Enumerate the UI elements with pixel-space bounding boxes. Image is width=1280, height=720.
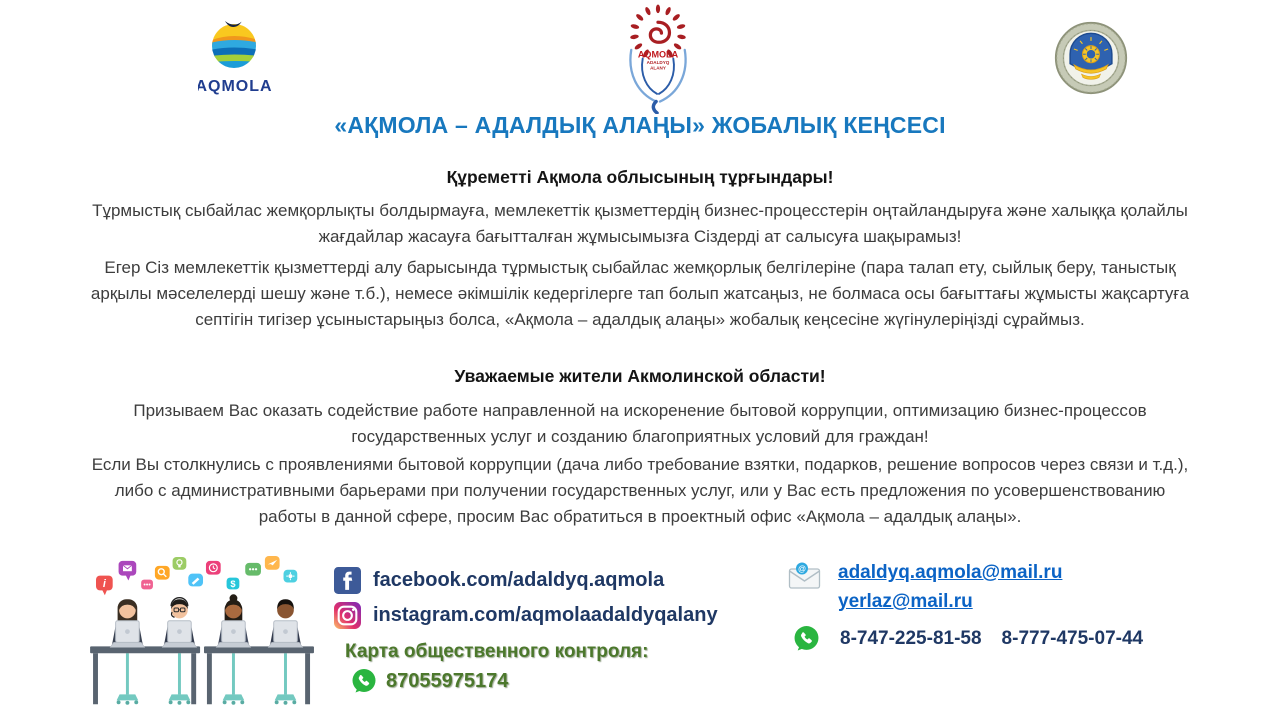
email-block <box>788 562 1062 613</box>
russian-paragraph-2: Если Вы столкнулись с проявлениями бытовой коррупции (дача либо требование взятки, подарков, решение вопросов через связи и т.д.), либо с административными барьерами при получении государственных услуг, или у Вас есть предложения по усовершенствованию работы в данной сфере, просим Вас обратиться в проектный офис «Ақмола – адалдық алаңы». <box>91 455 1189 526</box>
russian-heading: Уважаемые жители Акмолинской области! <box>454 366 826 386</box>
russian-paragraph-1: Призываем Вас оказать содействие работе направленной на искоренение бытовой коррупции, оптимизацию бизнес-процессов государственных услуг и созданию благоприятных условий для граждан! <box>133 401 1147 446</box>
svg-text:$: $ <box>230 578 236 589</box>
center-logo-sub1: ADALDYQ <box>646 60 670 66</box>
call-center-illustration <box>86 556 322 720</box>
public-control-phone-row <box>351 668 508 694</box>
center-logo-sub2: ALANY <box>650 65 666 71</box>
phone-number-1: 8-747-225-81-58 <box>840 627 982 649</box>
whatsapp-icon <box>793 625 820 652</box>
kazakh-paragraph-1: Тұрмыстық сыбайлас жемқорлықты болдырмауға, мемлекеттік қызметтердің бизнес-процесстерін оңтайландыруға және халыққа қолайлы жағдайлар жасауға бағытталған жұмысымызға Сіздерді ат салысуға шақырамыз! <box>92 201 1188 246</box>
email-link-1[interactable]: adaldyq.aqmola@mail.ru <box>838 562 1063 583</box>
phone-number-2: 8-777-475-07-44 <box>1001 627 1144 649</box>
whatsapp-phones-row <box>793 625 1143 652</box>
adaldyq-alany-logo <box>615 4 701 119</box>
state-emblem-logo <box>1053 20 1129 101</box>
chat-bubbles-icon <box>96 556 297 595</box>
support-team-icon <box>86 556 322 718</box>
instagram-link[interactable]: instagram.com/aqmolaadaldyqalany <box>373 604 718 626</box>
aqmola-logo-label: AQMOLA <box>198 78 273 95</box>
page-title: «АҚМОЛА – АДАЛДЫҚ АЛАҢЫ» ЖОБАЛЫҚ КЕҢСЕСІ <box>334 112 946 138</box>
aqmola-region-logo <box>198 12 288 101</box>
laptops-icon <box>110 621 302 648</box>
kazakh-paragraph-2: Егер Сіз мемлекеттік қызметтерді алу барысында тұрмыстық сыбайлас жемқорлық белгілеріне (пара талап ету, сыйлық беру, таныстық арқылы мәселелерді шешу және т.б.), немесе әкімшілік кедергілерге тап болып жатсаңыз, не болмаса осы бағыттағы жұмысты жақсартуға септігін тигізер ұсыныстарыңыз болса, «Ақмола – адалдық алаңы» жобалық кеңсесіне жүгінулеріңізді сұраймыз. <box>90 258 1190 329</box>
email-envelope-icon <box>788 562 822 589</box>
kazakh-heading: Құреметті Ақмола облысының тұрғындары! <box>446 167 834 187</box>
tulip-sun-icon <box>615 4 701 114</box>
state-seal-icon <box>1053 20 1129 96</box>
public-control-map-label: Карта общественного контроля: <box>345 641 649 662</box>
email-link-2[interactable]: yerlaz@mail.ru <box>838 591 973 612</box>
chairs-icon <box>117 653 297 705</box>
svg-text:i: i <box>102 577 106 590</box>
instagram-icon <box>334 602 361 629</box>
whatsapp-icon <box>351 668 377 694</box>
svg-text:@: @ <box>798 564 806 574</box>
facebook-link[interactable]: facebook.com/adaldyq.aqmola <box>373 569 665 591</box>
facebook-row <box>334 567 664 594</box>
instagram-row <box>334 602 718 629</box>
facebook-icon <box>334 567 361 594</box>
public-control-phone: 87055975174 <box>386 669 509 692</box>
aqmola-globe-icon <box>198 12 288 96</box>
center-logo-title: AQMOLA <box>637 49 679 60</box>
